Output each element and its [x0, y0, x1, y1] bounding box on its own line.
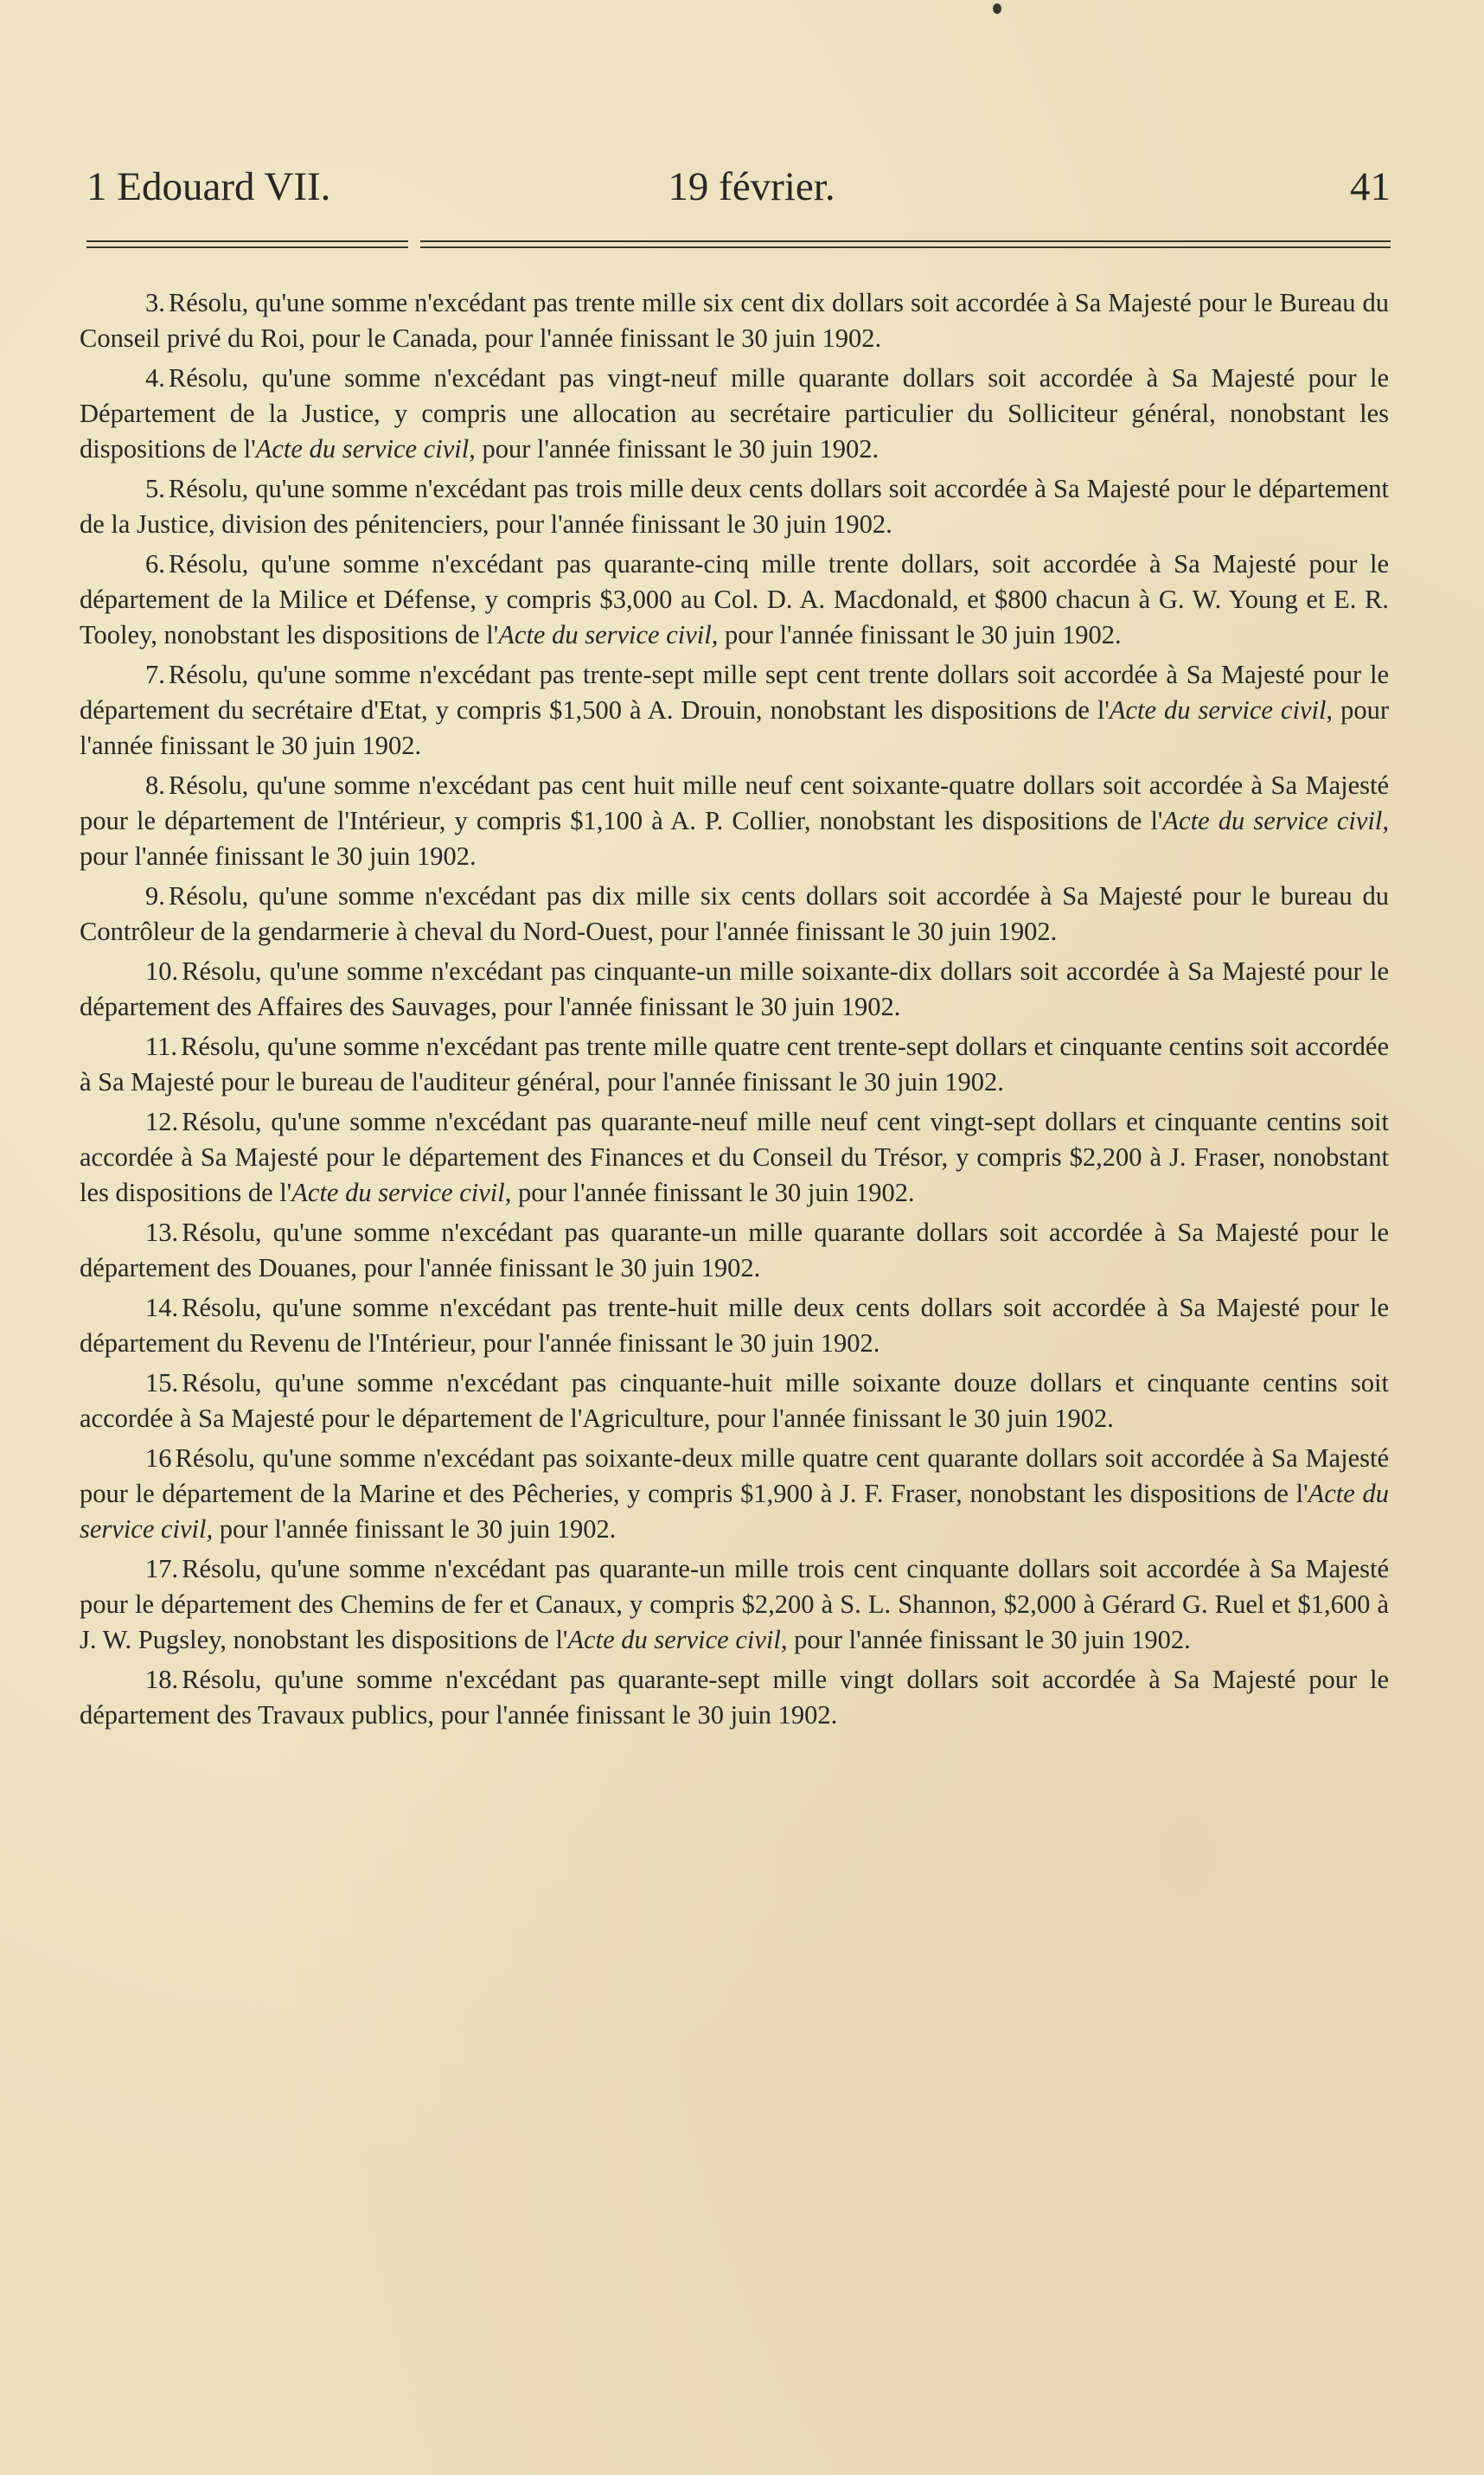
resolution-number: 11. [145, 1032, 177, 1061]
resolution-text: Résolu, qu'une somme n'excédant pas quarante-neuf mille neuf cent vingt-sept dollars et cinquante centins soit accordée à Sa Majesté pour le département des Finances et du Conseil du Trésor, y compris $2,200 à J. Fraser, nonobstant les dispositions de l' [80, 1107, 1389, 1207]
resolution-number: 7. [145, 660, 165, 689]
header-reign: 1 Edouard VII. [86, 164, 331, 209]
resolution-text: Résolu, qu'une somme n'excédant pas cinquante-un mille soixante-dix dollars soit accordée à Sa Majesté pour le département des Affaires des Sauvages, pour l'année finissant le 30 juin 1902. [80, 956, 1389, 1021]
resolution-text-end: pour l'année finissant le 30 juin 1902. [718, 620, 1122, 649]
page-header [86, 163, 1391, 211]
resolution-number: 8. [145, 771, 165, 800]
resolution-text: Résolu, qu'une somme n'excédant pas trois mille deux cents dollars soit accordée à Sa Majesté pour le département de la Justice, division des pénitenciers, pour l'année finissant le 30 juin 1902. [80, 474, 1389, 539]
header-rule-right-top [420, 240, 1391, 242]
resolution-text: Résolu, qu'une somme n'excédant pas trente-sept mille sept cent trente dollars soit accordée à Sa Majesté pour le département du secrétaire d'Etat, y compris $1,500 à A. Drouin, nonobstant les dispositions de l' [80, 660, 1389, 725]
page-number: 41 [1350, 164, 1391, 209]
resolution-number: 6. [145, 549, 165, 579]
resolution-paragraph [80, 1215, 1389, 1286]
resolution-paragraph [80, 954, 1389, 1025]
resolution-text: Résolu, qu'une somme n'excédant pas trente mille quatre cent trente-sept dollars et cinquante centins soit accordée à Sa Majesté pour le bureau de l'auditeur général, pour l'année finissant le 30 juin 1902. [80, 1032, 1389, 1097]
resolution-number: 10. [145, 956, 179, 986]
header-date: 19 février. [668, 164, 835, 209]
resolution-text: Résolu, qu'une somme n'excédant pas cent huit mille neuf cent soixante-quatre dollars soit accordée à Sa Majesté pour le département de l'Intérieur, y compris $1,100 à A. P. Collier, nonobstant les dispositions de l' [80, 771, 1389, 835]
resolution-act-title: Acte du service civil, [291, 1178, 512, 1207]
resolution-text-end: pour l'année finissant le 30 juin 1902. [787, 1625, 1191, 1654]
resolution-paragraph [80, 285, 1389, 356]
resolution-text: Résolu, qu'une somme n'excédant pas trente mille six cent dix dollars soit accordée à Sa Majesté pour le Bureau du Conseil privé du Roi, pour le Canada, pour l'année finissant le 30 juin 1902. [80, 288, 1389, 353]
resolution-paragraph [80, 879, 1389, 950]
resolution-number: 9. [145, 881, 165, 911]
resolution-number: 17. [145, 1554, 179, 1583]
resolution-number: 13. [145, 1218, 179, 1247]
resolution-number: 16 [145, 1443, 172, 1473]
resolution-number: 15. [145, 1368, 179, 1397]
resolution-act-title: Acte du service civil, [80, 1479, 1389, 1544]
resolution-paragraph [80, 1104, 1389, 1211]
resolution-number: 3. [145, 288, 165, 317]
header-rule-right-bottom [420, 246, 1391, 248]
resolution-act-title: Acte du service civil, [255, 434, 476, 464]
resolution-text-end: pour l'année finissant le 30 juin 1902. [213, 1514, 617, 1544]
resolutions-text [80, 285, 1389, 1737]
resolution-text: Résolu, qu'une somme n'excédant pas cinquante-huit mille soixante douze dollars et cinquante centins soit accordée à Sa Majesté pour le département de l'Agriculture, pour l'année finissant le 30 juin 1902. [80, 1368, 1389, 1433]
resolution-paragraph [80, 1441, 1389, 1547]
resolution-text: Résolu, qu'une somme n'excédant pas soixante-deux mille quatre cent quarante dollars soit accordée à Sa Majesté pour le département de la Marine et des Pêcheries, y compris $1,900 à J. F. Fraser, nonobstant les dispositions de l' [80, 1443, 1389, 1508]
resolution-text-end: pour l'année finissant le 30 juin 1902. [511, 1178, 915, 1207]
resolution-paragraph [80, 768, 1389, 874]
resolution-act-title: Acte du service civil, [1162, 806, 1389, 835]
resolution-number: 12. [145, 1107, 179, 1136]
resolution-paragraph [80, 471, 1389, 542]
resolution-paragraph [80, 1551, 1389, 1658]
resolution-paragraph [80, 657, 1389, 764]
resolution-text: Résolu, qu'une somme n'excédant pas trente-huit mille deux cents dollars soit accordée à Sa Majesté pour le département du Revenu de l'Intérieur, pour l'année finissant le 30 juin 1902. [80, 1293, 1389, 1358]
ink-speck [993, 3, 1001, 14]
resolution-paragraph [80, 547, 1389, 653]
resolution-text-end: pour l'année finissant le 30 juin 1902. [475, 434, 880, 464]
resolution-text: Résolu, qu'une somme n'excédant pas quarante-sept mille vingt dollars soit accordée à Sa Majesté pour le département des Travaux publics, pour l'année finissant le 30 juin 1902. [80, 1665, 1389, 1730]
resolution-act-title: Acte du service civil, [498, 620, 719, 649]
resolution-text: Résolu, qu'une somme n'excédant pas quarante-un mille quarante dollars soit accordée à Sa Majesté pour le département des Douanes, pour l'année finissant le 30 juin 1902. [80, 1218, 1389, 1282]
resolution-paragraph [80, 1029, 1389, 1100]
resolution-text-end: pour l'année finissant le 30 juin 1902. [80, 841, 477, 871]
resolution-number: 5. [145, 474, 165, 503]
header-rule-left-bottom [86, 246, 408, 248]
resolution-paragraph [80, 1365, 1389, 1436]
resolution-text: Résolu, qu'une somme n'excédant pas quarante-un mille trois cent cinquante dollars soit accordée à Sa Majesté pour le département des Chemins de fer et Canaux, y compris $2,200 à S. L. Shannon, $2,000 à Gérard G. Ruel et $1,600 à J. W. Pugsley, nonobstant les dispositions de l' [80, 1554, 1389, 1654]
resolution-text: Résolu, qu'une somme n'excédant pas dix mille six cents dollars soit accordée à Sa Majesté pour le bureau du Contrôleur de la gendarmerie à cheval du Nord-Ouest, pour l'année finissant le 30 juin 1902. [80, 881, 1389, 946]
resolution-text: Résolu, qu'une somme n'excédant pas vingt-neuf mille quarante dollars soit accordée à Sa Majesté pour le Département de la Justice, y compris une allocation au secrétaire particulier du Solliciteur général, nonobstant les dispositions de l' [80, 363, 1389, 464]
resolution-paragraph [80, 1290, 1389, 1361]
resolution-number: 14. [145, 1293, 179, 1322]
resolution-act-title: Acte du service civil, [1109, 695, 1334, 725]
resolution-number: 4. [145, 363, 165, 393]
resolution-text: Résolu, qu'une somme n'excédant pas quarante-cinq mille trente dollars, soit accordée à Sa Majesté pour le département de la Milice et Défense, y compris $3,000 au Col. D. A. Macdonald, et $800 chacun à G. W. Young et E. R. Tooley, nonobstant les dispositions de l' [80, 549, 1389, 649]
resolution-paragraph [80, 1662, 1389, 1733]
resolution-text-end: pour l'année finissant le 30 juin 1902. [80, 695, 1389, 760]
resolution-paragraph [80, 361, 1389, 467]
header-rule-left-top [86, 240, 408, 242]
resolution-number: 18. [145, 1665, 179, 1694]
resolution-act-title: Acte du service civil, [567, 1625, 788, 1654]
